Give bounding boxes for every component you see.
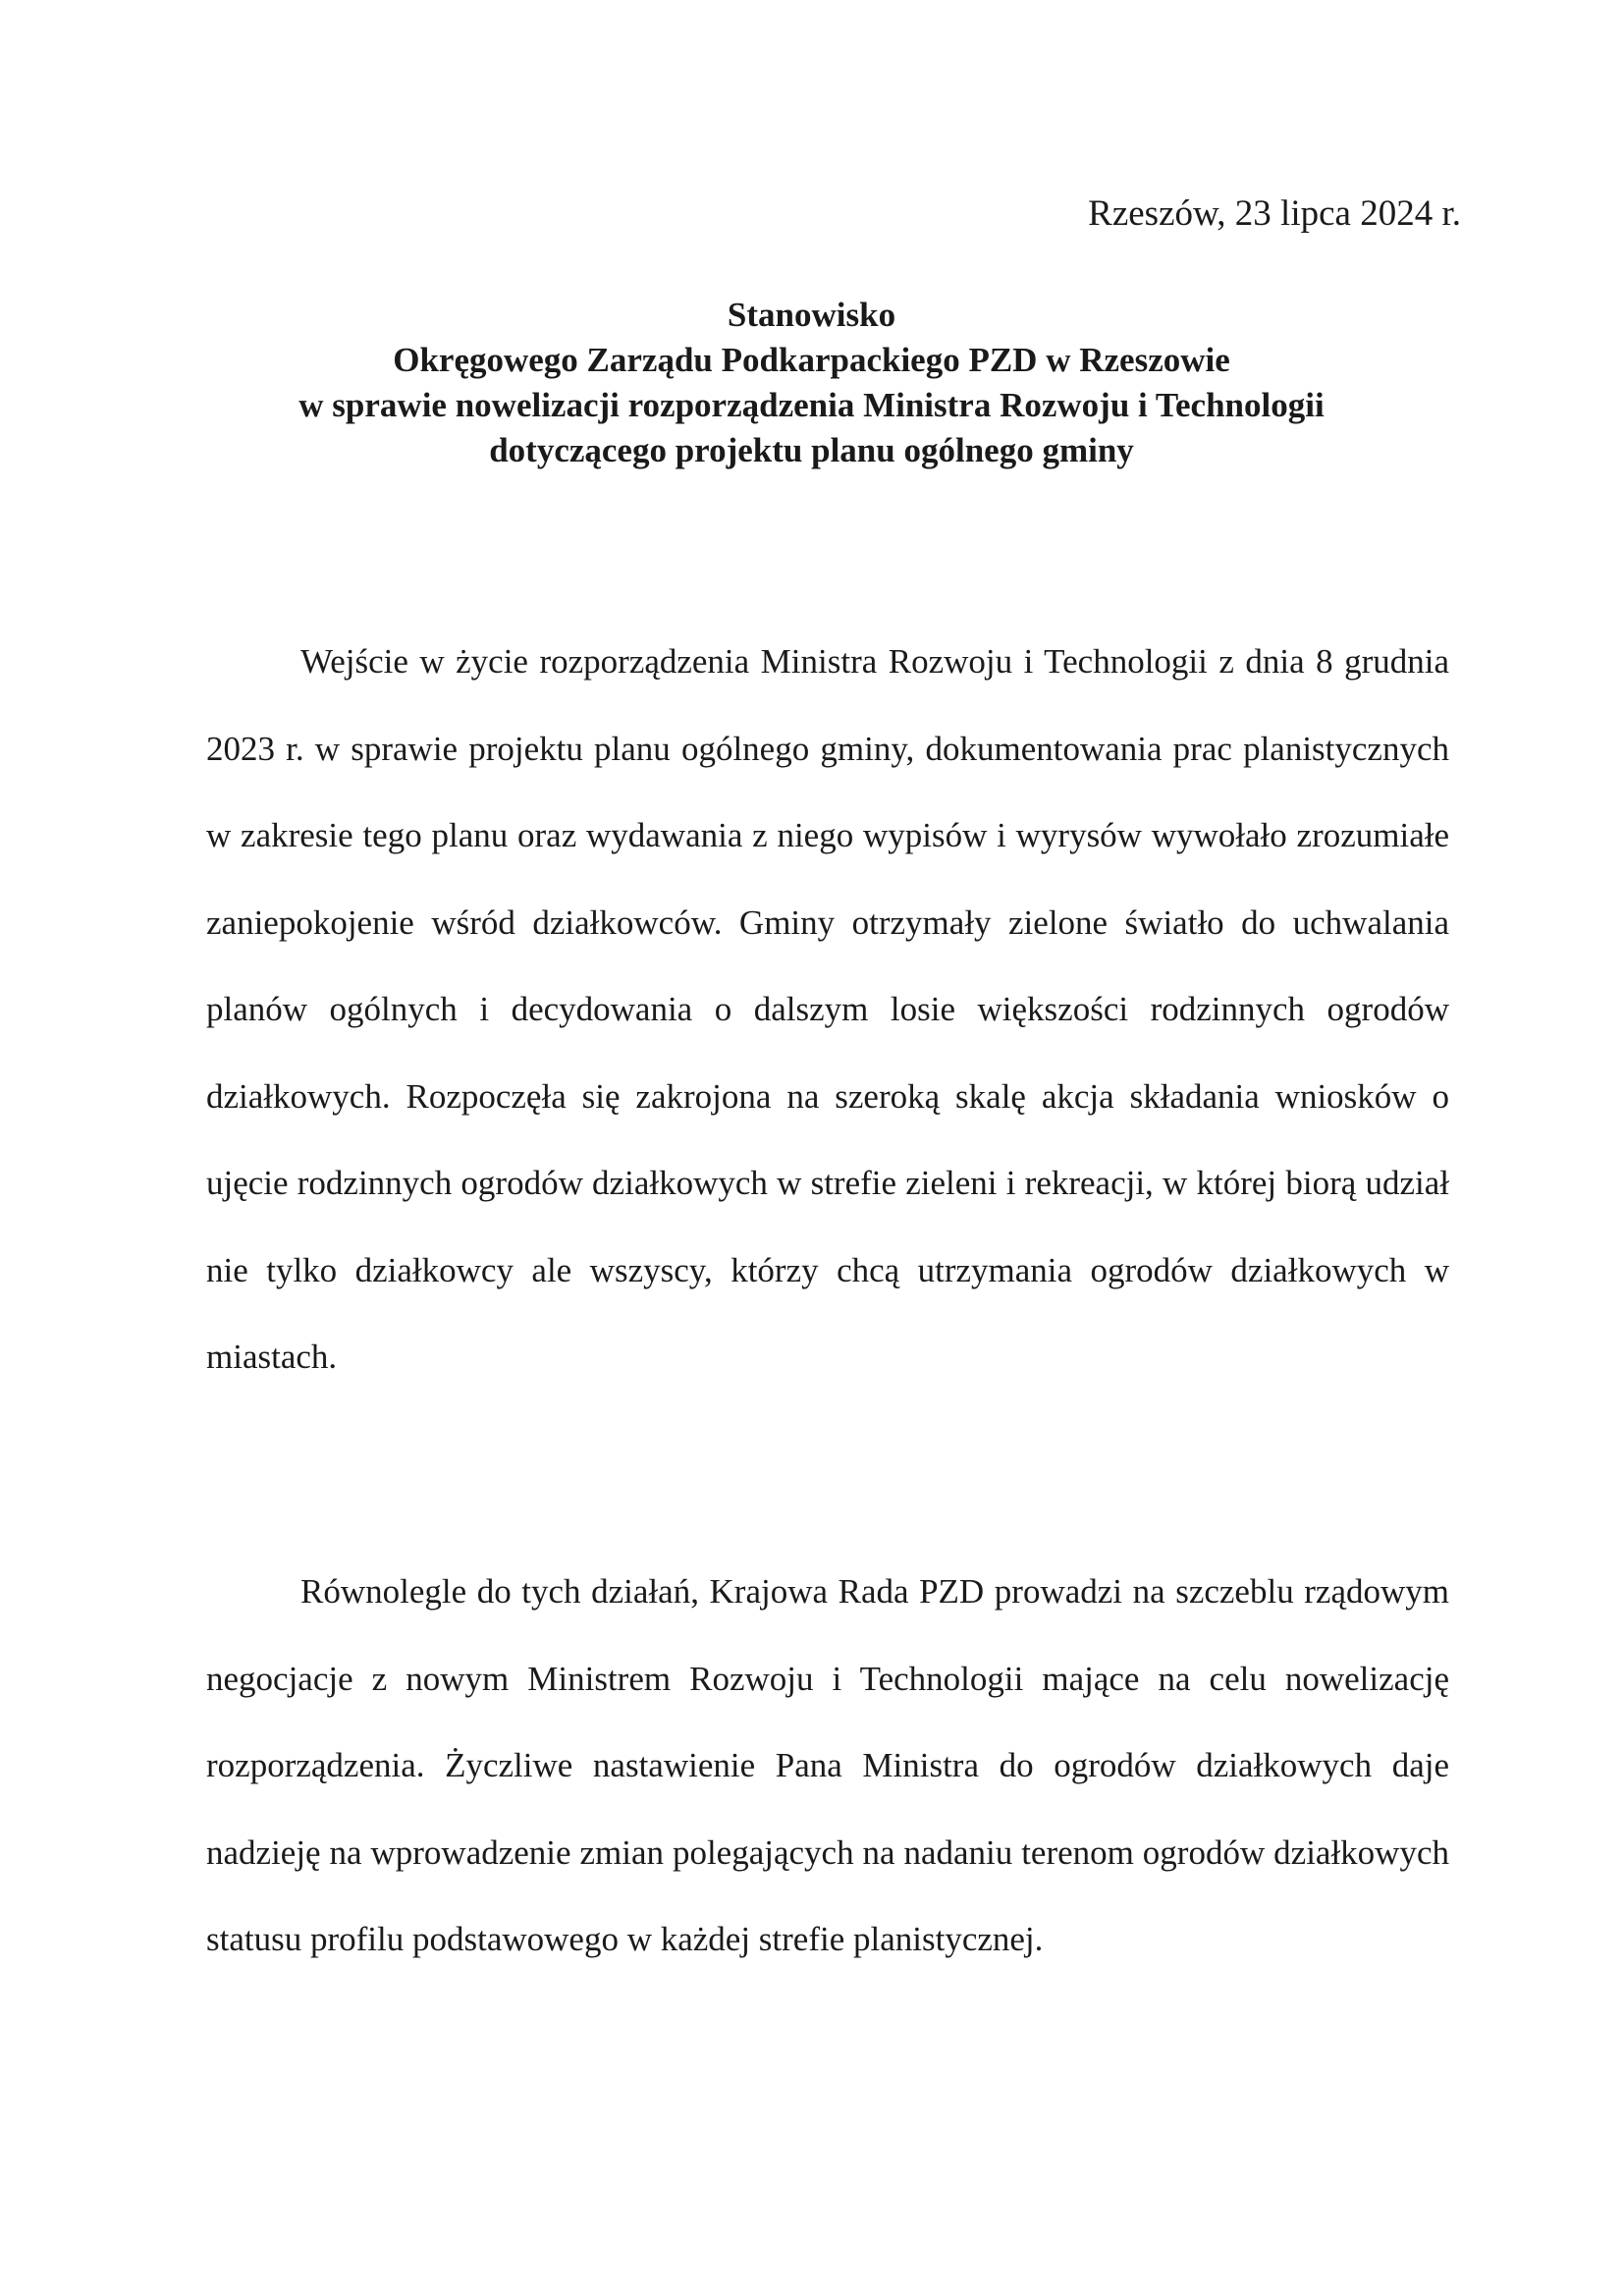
body-paragraph: Równolegle do tych działań, Krajowa Rada PZD prowadzi na szczeblu rządowym negocjacje z nowym Ministrem Rozwoju i Technologii mające na celu nowelizację rozporządzenia. Życzliwe nastawienie Pana Ministra do ogrodów działkowych daje nadzieję na wprowadzenie zmian polegających na nadaniu terenom ogrodów działkowych statusu profilu podstawowego w każdej strefie planistycznej. <box>206 1572 1449 1958</box>
title-line: Okręgowego Zarządu Podkarpackiego PZD w Rzeszowie <box>393 341 1230 379</box>
document-title <box>0 293 1623 473</box>
document-date: Rzeszów, 23 lipca 2024 r. <box>1088 193 1461 234</box>
body-paragraph: Wejście w życie rozporządzenia Ministra Rozwoju i Technologii z dnia 8 grudnia 2023 r. w sprawie projektu planu ogólnego gminy, dokumentowania prac planistycznych w zakresie tego planu oraz wydawania z niego wypisów i wyrysów wywołało zrozumiałe zaniepokojenie wśród działkowców. Gminy otrzymały zielone światło do uchwalania planów ogólnych i decydowania o dalszym losie większości rodzinnych ogrodów działkowych. Rozpoczęła się zakrojona na szeroką skalę akcja składania wniosków o ujęcie rodzinnych ogrodów działkowych w strefie zieleni i rekreacji, w której biorą udział nie tylko działkowcy ale wszyscy, którzy chcą utrzymania ogrodów działkowych w miastach. <box>206 642 1449 1376</box>
title-line: dotyczącego projektu planu ogólnego gminy <box>489 431 1134 469</box>
title-line: w sprawie nowelizacji rozporządzenia Ministra Rozwoju i Technologii <box>298 386 1325 424</box>
title-line: Stanowisko <box>727 296 896 334</box>
